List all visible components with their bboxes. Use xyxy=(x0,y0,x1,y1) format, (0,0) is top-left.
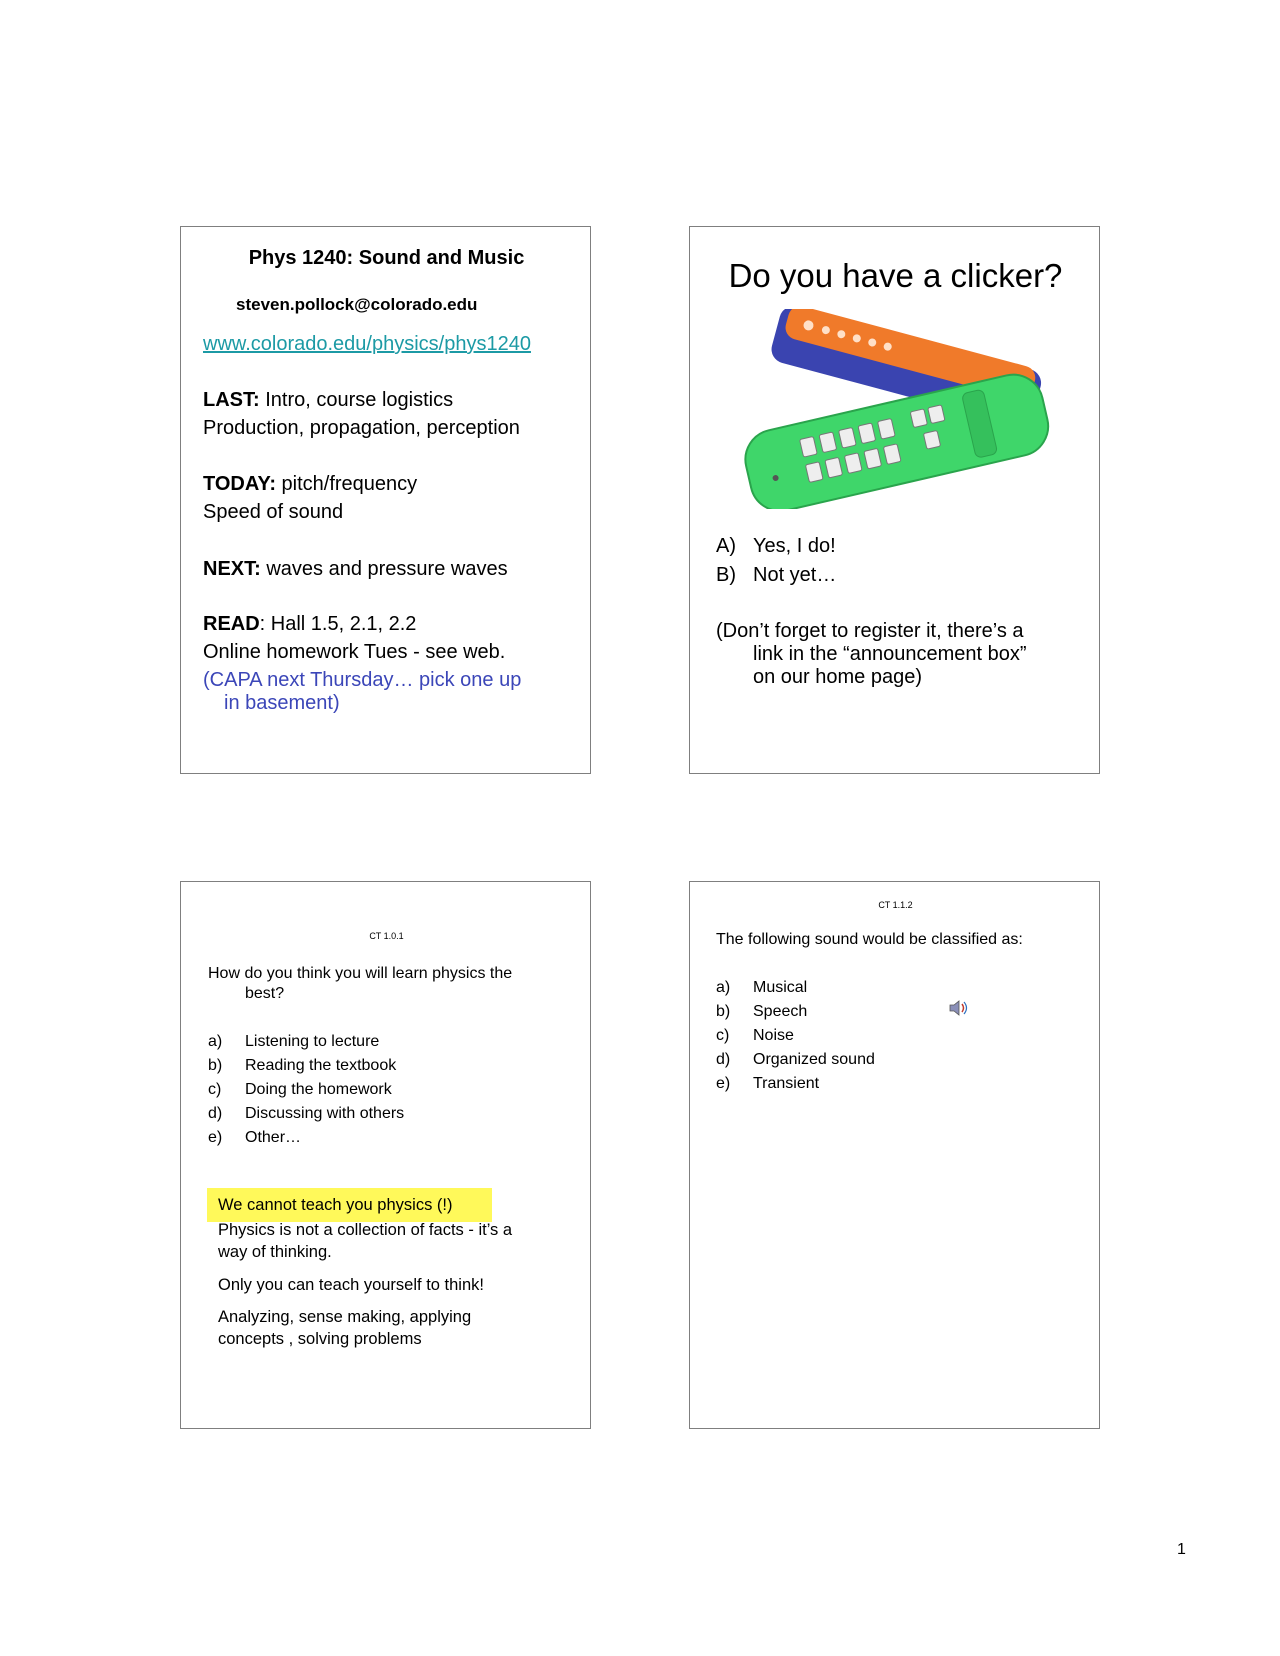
option-label-b: b) xyxy=(716,1003,731,1020)
question-line-1: How do you think you will learn physics the xyxy=(208,965,513,982)
slide-sound-classification xyxy=(689,881,1100,1429)
point-2: Only you can teach yourself to think! xyxy=(218,1276,484,1294)
option-label-b: b) xyxy=(208,1057,223,1074)
option-text-d: Organized sound xyxy=(753,1051,875,1068)
concept-test-label: CT 1.1.2 xyxy=(878,900,913,910)
slide-learning-question xyxy=(180,881,591,1429)
highlight-text: We cannot teach you physics (!) xyxy=(218,1196,453,1214)
option-text-e: Transient xyxy=(753,1075,820,1092)
slide-title: Phys 1240: Sound and Music xyxy=(248,247,525,269)
option-text-b: Speech xyxy=(753,1003,808,1020)
option-text-a: Yes, I do! xyxy=(753,535,836,557)
option-label-a: A) xyxy=(716,535,736,557)
capa-line-1: (CAPA next Thursday… pick one up xyxy=(203,669,522,691)
speaker-icon[interactable] xyxy=(948,998,970,1018)
clicker-remotes-illustration xyxy=(730,309,1052,509)
last-label: LAST: xyxy=(203,389,260,411)
concept-test-label: CT 1.0.1 xyxy=(369,931,404,941)
read-label: READ xyxy=(203,613,260,635)
point-3-line-2: concepts , solving problems xyxy=(218,1330,422,1348)
option-text-b: Reading the textbook xyxy=(245,1057,397,1074)
question: The following sound would be classified as: xyxy=(716,931,1023,948)
slide-course-overview xyxy=(180,226,591,774)
read-text: : Hall 1.5, 2.1, 2.2 xyxy=(259,613,417,635)
point-1-line-2: way of thinking. xyxy=(218,1243,332,1261)
option-label-c: c) xyxy=(716,1027,730,1044)
option-label-e: e) xyxy=(208,1129,223,1146)
register-note-line-3: on our home page) xyxy=(753,666,923,688)
homework-line: Online homework Tues - see web. xyxy=(203,641,506,663)
course-url-link[interactable]: www.colorado.edu/physics/phys1240 xyxy=(203,333,531,355)
register-note-line-1: (Don’t forget to register it, there’s a xyxy=(716,620,1024,642)
option-text-d: Discussing with others xyxy=(245,1105,405,1122)
read-line xyxy=(203,613,416,636)
option-text-e: Other… xyxy=(245,1129,302,1146)
option-label-e: e) xyxy=(716,1075,731,1092)
capa-line-2: in basement) xyxy=(224,692,340,714)
slide-title: Do you have a clicker? xyxy=(728,257,1063,294)
next-text: waves and pressure waves xyxy=(260,558,508,580)
option-text-b: Not yet… xyxy=(753,564,837,586)
option-label-a: a) xyxy=(716,979,731,996)
option-label-d: d) xyxy=(716,1051,731,1068)
page-number: 1 xyxy=(1177,1541,1186,1558)
last-text: Intro, course logistics xyxy=(259,389,454,411)
next-line xyxy=(203,558,508,581)
option-label-d: d) xyxy=(208,1105,223,1122)
today-label: TODAY: xyxy=(203,473,276,495)
question-line-2: best? xyxy=(245,985,285,1002)
slide-clicker xyxy=(689,226,1100,774)
option-text-c: Doing the homework xyxy=(245,1081,392,1098)
last-line xyxy=(203,389,453,412)
option-text-c: Noise xyxy=(753,1027,794,1044)
next-label: NEXT: xyxy=(203,558,261,580)
today-line-2: Speed of sound xyxy=(203,501,344,523)
option-text-a: Listening to lecture xyxy=(245,1033,380,1050)
option-text-a: Musical xyxy=(753,979,808,996)
point-1-line-1: Physics is not a collection of facts - it’s a xyxy=(218,1221,513,1239)
option-label-a: a) xyxy=(208,1033,223,1050)
option-label-c: c) xyxy=(208,1081,222,1098)
point-3-line-1: Analyzing, sense making, applying xyxy=(218,1308,472,1326)
last-line-2: Production, propagation, perception xyxy=(203,417,520,439)
today-text: pitch/frequency xyxy=(275,473,418,495)
option-label-b: B) xyxy=(716,564,736,586)
today-line xyxy=(203,473,417,496)
instructor-email: steven.pollock@colorado.edu xyxy=(236,295,478,314)
register-note-line-2: link in the “announcement box” xyxy=(753,643,1027,665)
